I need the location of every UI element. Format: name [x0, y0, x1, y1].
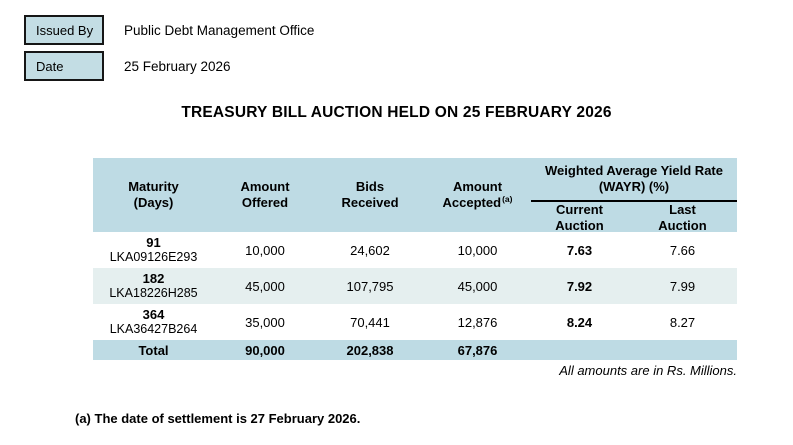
header-current-auction — [531, 202, 628, 235]
cell-amount-offered: 45,000 — [245, 278, 285, 294]
header-amount-accepted — [424, 158, 531, 232]
cell-wayr-current: 8.24 — [566, 314, 593, 330]
total-amount-accepted: 67,876 — [457, 342, 498, 358]
maturity-days: 364 — [142, 306, 165, 322]
total-amount-offered: 90,000 — [245, 342, 285, 358]
cell-amount-accepted: 45,000 — [457, 278, 498, 294]
cell-bids-received: 107,795 — [346, 278, 394, 294]
header-current-line1: Current — [556, 201, 603, 217]
header-bids-line1: Bids — [355, 178, 385, 194]
header-last-line1: Last — [669, 201, 696, 217]
auction-results-table — [93, 158, 737, 360]
header-offered-line1: Amount — [240, 178, 290, 194]
cell-amount-accepted: 10,000 — [457, 242, 498, 258]
header-last-line2: Auction — [658, 217, 707, 233]
header-accepted-line2 — [443, 195, 513, 211]
header-accepted-text: Accepted — [442, 195, 502, 210]
cell-wayr-last: 7.66 — [669, 242, 696, 258]
table-header-row — [93, 158, 737, 232]
wayr-subheaders — [531, 202, 737, 235]
total-wayr-last — [628, 340, 737, 360]
cell-wayr-current: 7.92 — [566, 278, 593, 294]
cell-wayr-last: 7.99 — [669, 278, 696, 294]
cell-wayr-last: 8.27 — [669, 314, 696, 330]
cell-maturity — [93, 304, 214, 340]
date-box — [24, 51, 104, 81]
header-last-auction — [628, 202, 737, 235]
settlement-footnote: (a) The date of settlement is 27 February 2026. — [75, 411, 361, 426]
total-label: Total — [138, 342, 169, 358]
cell-maturity — [93, 232, 214, 268]
isin-code: LKA18226H285 — [109, 286, 198, 301]
header-current-line2: Auction — [555, 217, 604, 233]
footnote-marker: (a) — [502, 193, 513, 204]
wayr-group-line1: Weighted Average Yield Rate — [545, 163, 723, 178]
total-wayr-current — [531, 340, 628, 360]
table-row-91 — [93, 232, 737, 268]
header-bids-received — [316, 158, 424, 232]
cell-bids-received: 70,441 — [350, 314, 390, 330]
header-maturity-line2: (Days) — [133, 195, 174, 210]
cell-maturity — [93, 268, 214, 304]
date-value: 25 February 2026 — [124, 59, 231, 74]
maturity-days: 91 — [146, 234, 161, 250]
isin-code: LKA09126E293 — [109, 250, 198, 265]
issued-by-box — [24, 15, 104, 45]
header-offered-line2: Offered — [241, 195, 289, 210]
header-amount-offered — [214, 158, 316, 232]
header-maturity — [93, 158, 214, 232]
issued-by-value: Public Debt Management Office — [124, 23, 315, 38]
cell-amount-accepted: 12,876 — [457, 314, 498, 330]
isin-code: LKA36427B264 — [109, 322, 198, 337]
page-title: TREASURY BILL AUCTION HELD ON 25 FEBRUARY 2026 — [181, 104, 612, 121]
header-bids-line2: Received — [341, 195, 399, 210]
table-row-182 — [93, 268, 737, 304]
wayr-group-label — [531, 158, 737, 196]
cell-amount-offered: 10,000 — [245, 242, 285, 258]
table-row-364 — [93, 304, 737, 340]
header-wayr-group — [531, 158, 737, 232]
table-row-total — [93, 340, 737, 360]
cell-amount-offered: 35,000 — [245, 314, 285, 330]
date-label: Date — [36, 58, 64, 74]
issued-by-label: Issued By — [36, 22, 94, 38]
header-accepted-line1: Amount — [452, 178, 503, 194]
total-bids-received: 202,838 — [346, 342, 394, 358]
units-note: All amounts are in Rs. Millions. — [559, 363, 737, 378]
header-maturity-line1: Maturity — [128, 178, 179, 194]
cell-bids-received: 24,602 — [350, 242, 390, 258]
cell-wayr-current: 7.63 — [566, 242, 593, 258]
maturity-days: 182 — [142, 270, 165, 286]
wayr-group-line2: (WAYR) (%) — [598, 179, 670, 195]
